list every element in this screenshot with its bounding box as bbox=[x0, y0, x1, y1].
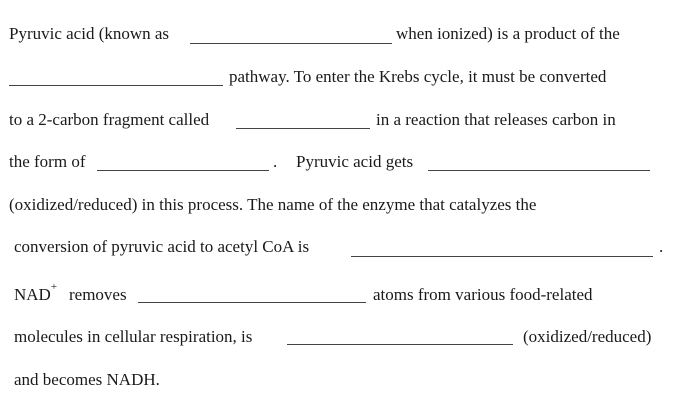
sentence-text: Pyruvic acid gets bbox=[296, 152, 414, 171]
sentence-text: molecules in cellular respiration, is bbox=[14, 327, 253, 346]
sentence-period: . bbox=[659, 237, 664, 256]
sentence-text: to a 2-carbon fragment called bbox=[9, 110, 210, 129]
sentence-text bbox=[14, 281, 58, 305]
sentence-text: removes bbox=[69, 285, 127, 304]
sentence-text: conversion of pyruvic acid to acetyl CoA is bbox=[14, 237, 310, 256]
nad-superscript: + bbox=[50, 281, 58, 294]
sentence-text: the form of bbox=[9, 152, 86, 171]
sentence-text: (oxidized/reduced) bbox=[523, 327, 652, 346]
sentence-text: (oxidized/reduced) in this process. The name of the enzyme that catalyzes the bbox=[9, 195, 537, 214]
sentence-text: pathway. To enter the Krebs cycle, it must be converted bbox=[229, 67, 607, 86]
sentence-text: atoms from various food-related bbox=[373, 285, 593, 304]
answer-blank-pyruvic-acid-gets[interactable] bbox=[428, 170, 650, 171]
answer-blank-carbon-form[interactable] bbox=[97, 170, 269, 171]
sentence-text: and becomes NADH. bbox=[14, 370, 160, 389]
sentence-text: Pyruvic acid (known as bbox=[9, 24, 170, 43]
answer-blank-nad-oxidized-reduced[interactable] bbox=[287, 344, 513, 345]
answer-blank-atoms-removed[interactable] bbox=[138, 302, 366, 303]
answer-blank-ionized-name[interactable] bbox=[190, 43, 392, 44]
answer-blank-pathway[interactable] bbox=[9, 85, 223, 86]
sentence-text: when ionized) is a product of the bbox=[396, 24, 620, 43]
sentence-period: . bbox=[273, 152, 278, 171]
sentence-text: in a reaction that releases carbon in bbox=[376, 110, 616, 129]
answer-blank-two-carbon-fragment[interactable] bbox=[236, 128, 370, 129]
answer-blank-enzyme-name[interactable] bbox=[351, 256, 653, 257]
nad-label: NAD bbox=[14, 285, 51, 304]
